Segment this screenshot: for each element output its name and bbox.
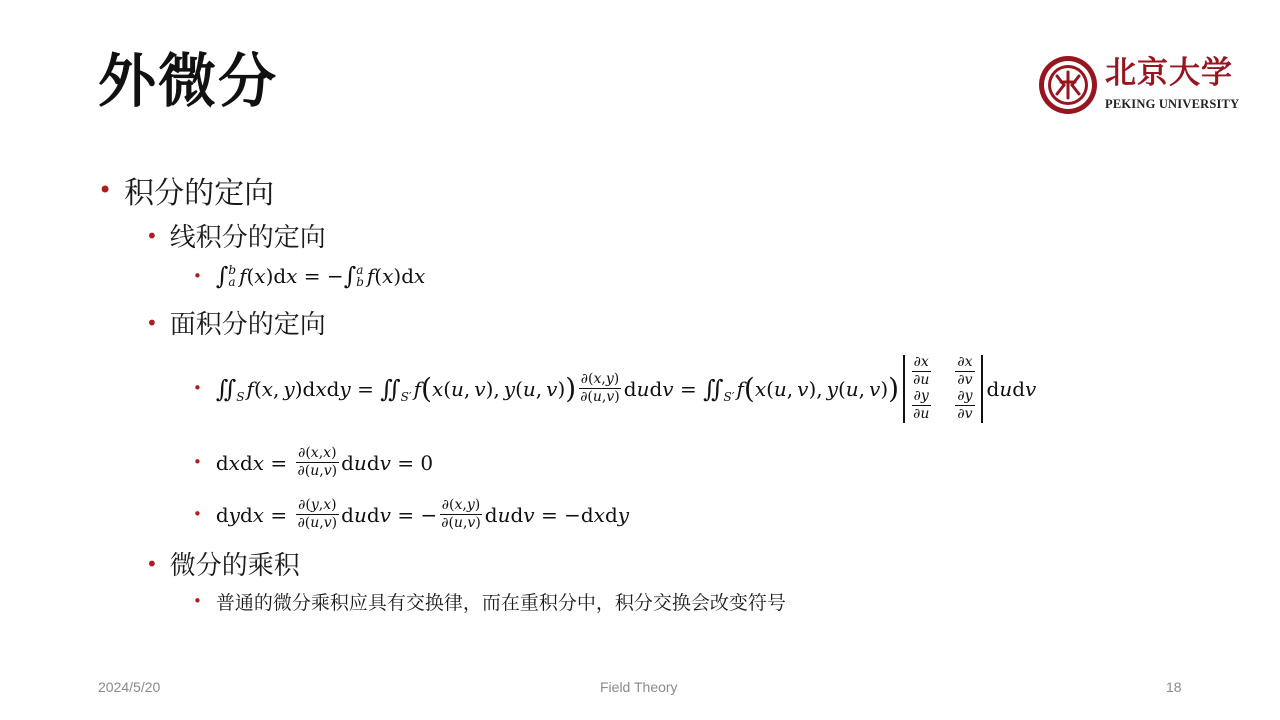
bullet-differential-product [146,545,300,582]
bullet-marker: • [193,505,202,524]
bullet-text: 面积分的定向 [169,310,326,340]
formula-surface-integral [193,355,1036,423]
bullet-text: 线积分的定向 [169,223,326,253]
bullet-integral-orientation [98,168,274,212]
bullet-marker: • [146,310,158,335]
bullet-text: 微分的乘积 [169,551,300,581]
university-name-cn: 北京大学 [1105,55,1233,91]
bullet-commutativity [193,588,786,615]
bullet-surface-integral [146,304,326,341]
footer-course: Field Theory [600,679,678,695]
bullet-marker: • [193,266,202,285]
math-line-integral: ∫ b a f ( x )d x = − ∫ a b f ( x )d x [215,262,426,290]
bullet-marker: • [146,223,158,248]
bullet-marker: • [98,176,113,204]
bullet-marker: • [193,379,202,398]
bullet-line-integral [146,217,326,254]
math-dydx: d y d x = $\frac{\partial(y,x)}{\partial(u,v)}$ d u d v = − $\frac{\partial(x,y)}{\partial(u,v)}$ d u d v = −d x d y [215,497,630,532]
bullet-marker: • [146,551,158,576]
bullet-text: 普通的微分乘积应具有交换律，而在重积分中，积分交换会改变符号 [215,592,786,614]
footer-date: 2024/5/20 [98,679,161,695]
bullet-marker: • [193,592,202,610]
jacobian-determinant: $\frac{\partial x}{\partial u}$ $\frac{\partial x}{\partial v}$ $\frac{\partial y}{\partial u}$ $\frac{\partial y}{\partial v}$ [903,355,982,423]
bullet-text: 积分的定向 [124,176,275,211]
slide-title: 外微分 [98,47,279,115]
formula-dxdx [193,446,433,480]
footer-page-number: 18 [1166,679,1182,695]
university-name-en: PEKING UNIVERSITY [1105,97,1240,111]
math-surface-integral: ∬ S f ( x , y )d x d y = ∬ S′ f ( x ( u , v ), y ( u , v ) ) $\frac{\partial(x,y)}{\partial(u,v)}$ d u d v = ∬ S′ f ( x ( u , v ), y ( u , v ) ) $\frac{\partial x}{\partial u}$ $\frac{\partial x}{\partial v}$ $\frac{\partial y}{\partial u}$ $\frac{\partial y}{\partial v}$ d u d v [215,354,1037,423]
formula-line-integral [193,262,425,290]
bullet-marker: • [193,453,202,472]
math-dxdx: d x d x = $\frac{\partial(x,x)}{\partial(u,v)}$ d u d v = 0 [215,445,434,480]
formula-dydx [193,498,629,532]
